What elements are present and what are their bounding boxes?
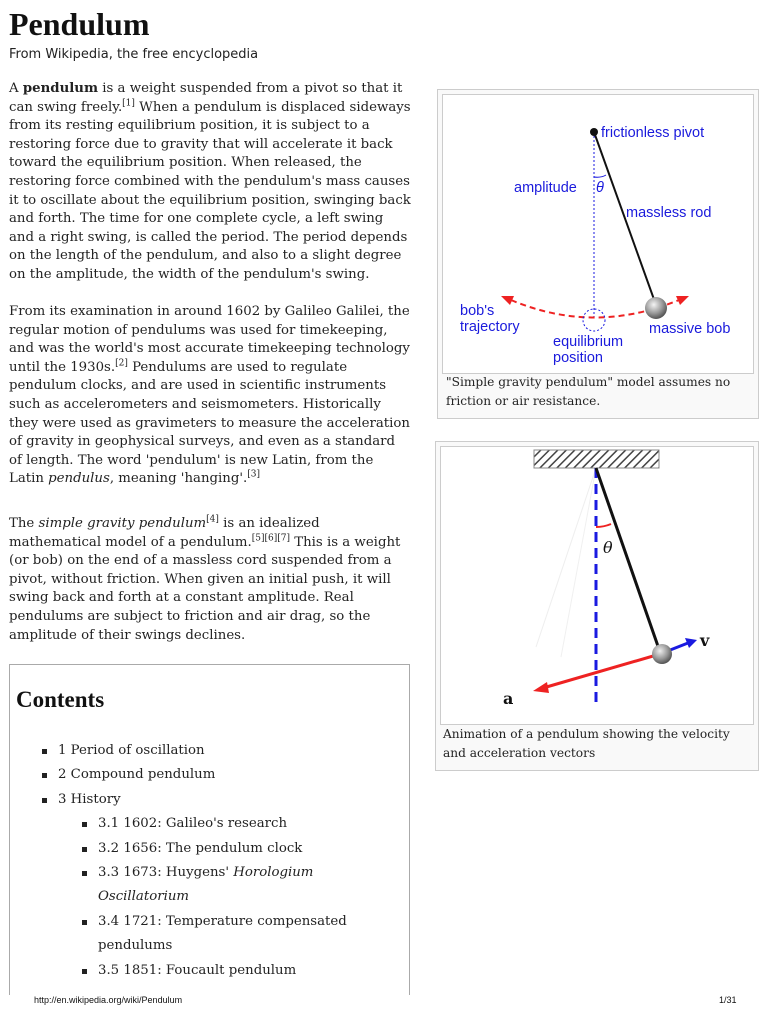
label-trajectory-1: bob's — [460, 303, 495, 319]
toc-item[interactable]: 1 Period of oscillation — [40, 739, 400, 763]
figure-image[interactable] — [440, 446, 754, 725]
footer-url: http://en.wikipedia.org/wiki/Pendulum — [34, 995, 183, 1005]
toc-subitem[interactable]: 3.3 1673: Huygens' Horologium Oscillatorium — [80, 861, 400, 910]
page-title: Pendulum — [9, 6, 150, 42]
bold-term: pendulum — [22, 81, 99, 96]
label-velocity: v — [700, 631, 710, 650]
toc-item[interactable]: 3 History 3.1 1602: Galileo's research 3.2 1656: The pendulum clock 3.3 1673: Huygens' Horologium Oscillatorium 3.4 1721: Temperature compensated pendulums 3.5 1851: Foucault pendulum — [40, 788, 400, 983]
pendulum-rod — [596, 468, 660, 652]
label-amplitude: amplitude — [514, 180, 577, 196]
figure-pendulum-vectors — [435, 441, 759, 771]
toc-subitem[interactable]: 3.2 1656: The pendulum clock — [80, 837, 400, 861]
label-massive-bob: massive bob — [649, 321, 731, 337]
citation-link[interactable]: [1] — [122, 98, 135, 109]
pendulum-bob — [652, 644, 672, 664]
intro-paragraph-3: The simple gravity pendulum[4] is an idealized mathematical model of a pendulum.[5][6][7] This is a weight (or bob) on the end of a massless cord suspended from a pivot, without friction. When given an initial push, it will swing back and forth at a constant amplitude. Real pendulums are subject to friction and air drag, so the amplitude of their swings declines. — [9, 514, 401, 643]
ghost-rod — [536, 468, 596, 647]
label-trajectory-2: trajectory — [460, 319, 520, 335]
figure-caption: "Simple gravity pendulum" model assumes no friction or air resistance. — [446, 375, 731, 408]
label-frictionless-pivot: frictionless pivot — [601, 125, 705, 141]
citation-link[interactable]: [3] — [247, 469, 260, 480]
toc-sublist — [80, 812, 400, 983]
toc-subitem[interactable]: 3.5 1851: Foucault pendulum — [80, 959, 400, 983]
angle-arc — [596, 524, 611, 527]
citation-link[interactable]: [2] — [115, 358, 128, 369]
acceleration-arrowhead — [533, 682, 549, 693]
toc-heading: Contents — [16, 687, 105, 712]
label-massless-rod: massless rod — [626, 205, 712, 221]
page-subtitle: From Wikipedia, the free encyclopedia — [9, 47, 259, 62]
pendulum-vectors-diagram — [441, 447, 753, 724]
label-equilibrium-2: position — [553, 350, 603, 366]
citation-link[interactable]: [5][6][7] — [251, 533, 291, 544]
figure-caption: Animation of a pendulum showing the velocity and acceleration vectors — [443, 727, 730, 760]
pivot-point — [590, 128, 598, 136]
toc-subitem[interactable]: 3.1 1602: Galileo's research — [80, 812, 400, 836]
label-acceleration: a — [503, 689, 514, 708]
toc-item[interactable]: 2 Compound pendulum — [40, 763, 400, 787]
toc-subitem[interactable]: 3.4 1721: Temperature compensated pendulums — [80, 910, 400, 959]
simple-pendulum-diagram — [443, 95, 753, 373]
toc-list — [40, 739, 400, 983]
ceiling-support — [534, 450, 659, 468]
acceleration-vector — [543, 654, 660, 688]
citation-link[interactable]: [4] — [206, 514, 219, 525]
label-theta: θ — [596, 180, 604, 196]
intro-paragraph-1: A pendulum is a weight suspended from a pivot so that it can swing freely.[1] When a pendulum is displaced sideways from its resting equilibrium position, it is subject to a restoring force due to gravity that will accelerate it back toward the equilibrium position. When released, the restoring force combined with the pendulum's mass causes it to oscillate about the equilibrium position, swinging back and forth. The time for one complete cycle, a left swing and a right swing, is called the period. The period depends on the length of the pendulum, and also to a slight degree on the amplitude, the width of the pendulum's swing. — [9, 81, 411, 282]
figure-image[interactable] — [442, 94, 754, 374]
label-theta: θ — [603, 538, 613, 557]
intro-paragraph-2: From its examination in around 1602 by Galileo Galilei, the regular motion of pendulums was used for timekeeping, and was the world's most accurate timekeeping technology until the 1930s.[2] Pendulums are used to regulate pendulum clocks, and are used in scientific instruments such as accelerometers and seismometers. Historically they were used as gravimeters to measure the acceleration of gravity in geophysical surveys, and even as a standard of length. The word 'pendulum' is new Latin, from the Latin pendulus, meaning 'hanging'.[3] — [9, 304, 410, 487]
table-of-contents — [9, 664, 410, 995]
label-equilibrium-1: equilibrium — [553, 334, 624, 350]
figure-simple-pendulum — [437, 89, 759, 419]
ghost-rod — [561, 468, 596, 657]
angle-arc — [594, 175, 606, 177]
massive-bob — [645, 297, 667, 319]
footer-page-number: 1/31 — [719, 995, 737, 1005]
